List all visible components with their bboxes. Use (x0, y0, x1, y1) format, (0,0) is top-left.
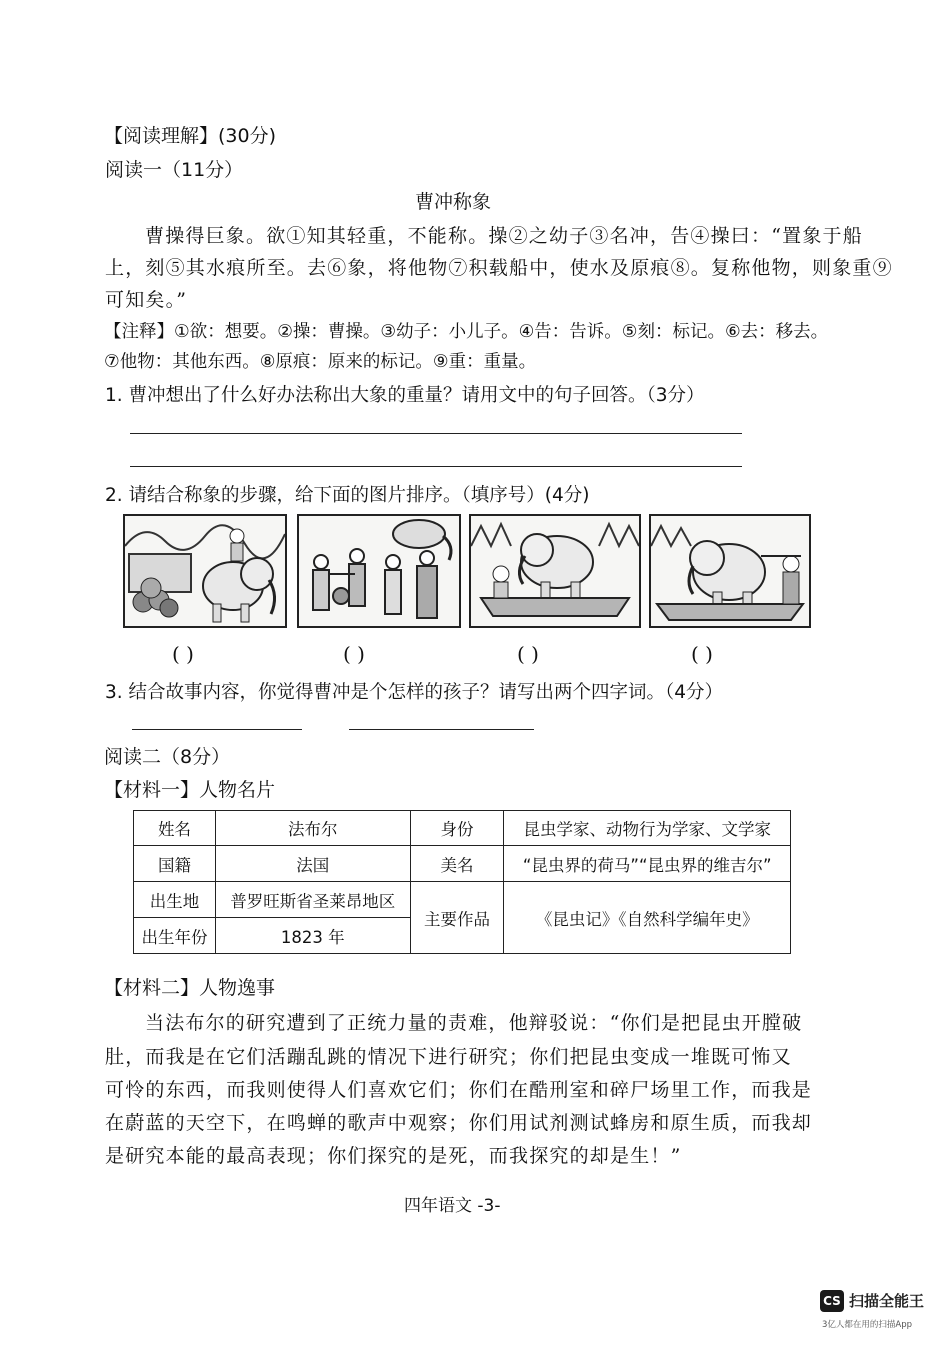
answer-line-3a[interactable] (132, 729, 302, 730)
card-value: 法布尔 (215, 811, 410, 846)
question-2: 2. 请结合称象的步骤，给下面的图片排序。（填序号）(4分) (105, 485, 590, 506)
material2-line: 在蔚蓝的天空下，在鸣蝉的歌声中观察；你们用试剂测试蜂房和原生质，而我却 (105, 1112, 813, 1134)
material2-line: 是研究本能的最高表现；你们探究的是死，而我探究的却是生！” (105, 1145, 682, 1167)
elephant-on-shore-illustration (123, 514, 287, 628)
watermark-tagline: 3亿人都在用的扫描App (822, 1320, 913, 1330)
answer-paren-3[interactable]: ( ) (517, 642, 539, 666)
card-label: 姓名 (134, 811, 216, 846)
answer-line-1b[interactable] (130, 466, 742, 467)
answer-paren-4[interactable]: ( ) (691, 642, 713, 666)
card-label: 身份 (410, 811, 504, 846)
card-value: “昆虫界的荷马”“昆虫界的维吉尔” (504, 846, 791, 882)
card-label: 出生地 (134, 882, 216, 918)
passage-line: 上，刻⑤其水痕所至。去⑥象，将他物⑦积载船中，使水及原痕⑧。复称他物，则象重⑨ (105, 257, 893, 279)
answer-line-3b[interactable] (349, 729, 534, 730)
reading1-heading: 阅读一（11分） (105, 159, 244, 181)
answer-paren-1[interactable]: ( ) (172, 642, 194, 666)
answer-paren-2[interactable]: ( ) (343, 642, 365, 666)
camscanner-logo-icon: CS (820, 1290, 844, 1312)
card-value: 法国 (215, 846, 410, 882)
material2-line: 可怜的东西，而我则使得人们喜欢它们；你们在酷刑室和碎尸场里工作，而我是 (105, 1079, 813, 1101)
card-value: 《昆虫记》《自然科学编年史》 (504, 882, 791, 954)
card-value: 昆虫学家、动物行为学家、文学家 (504, 811, 791, 846)
watermark-brand: 扫描全能王 (849, 1292, 925, 1310)
passage-line: 可知矣。” (105, 289, 188, 311)
question-1: 1. 曹冲想出了什么好办法称出大象的重量？请用文中的句子回答。（3分） (105, 385, 705, 406)
question-3: 3. 结合故事内容，你觉得曹冲是个怎样的孩子？请写出两个四字词。（4分） (105, 682, 724, 703)
card-value: 普罗旺斯省圣莱昂地区 (215, 882, 410, 918)
people-with-elephant-illustration (297, 514, 461, 628)
card-label: 主要作品 (410, 882, 504, 954)
card-label: 美名 (410, 846, 504, 882)
material2-line: 当法布尔的研究遭到了正统力量的责难，他辩驳说：“你们是把昆虫开膛破 (145, 1012, 803, 1034)
material2-title: 【材料二】人物逸事 (104, 977, 276, 999)
notes-line: 【注释】①欲：想要。②操：曹操。③幼子：小儿子。④告：告诉。⑤刻：标记。⑥去：移去。 (104, 322, 829, 342)
card-label: 国籍 (134, 846, 216, 882)
section-title: 【阅读理解】(30分) (104, 125, 277, 147)
reading1-title: 曹冲称象 (415, 191, 492, 213)
answer-line-1a[interactable] (130, 433, 742, 434)
card-value: 1823 年 (215, 918, 410, 954)
person-card-table (133, 810, 791, 954)
page-footer: 四年语文 -3- (404, 1196, 501, 1216)
notes-line: ⑦他物：其他东西。⑧原痕：原来的标记。⑨重：重量。 (104, 352, 537, 372)
material1-title: 【材料一】人物名片 (104, 779, 276, 801)
passage-line: 曹操得巨象。欲①知其轻重，不能称。操②之幼子③名冲，告④操曰：“置象于船 (145, 225, 863, 247)
elephant-boat-with-man-illustration (649, 514, 811, 628)
elephant-on-boat-illustration (469, 514, 641, 628)
reading2-heading: 阅读二（8分） (104, 746, 231, 768)
material2-line: 肚，而我是在它们活蹦乱跳的情况下进行研究；你们把昆虫变成一堆既可怖又 (105, 1046, 792, 1068)
card-label: 出生年份 (134, 918, 216, 954)
